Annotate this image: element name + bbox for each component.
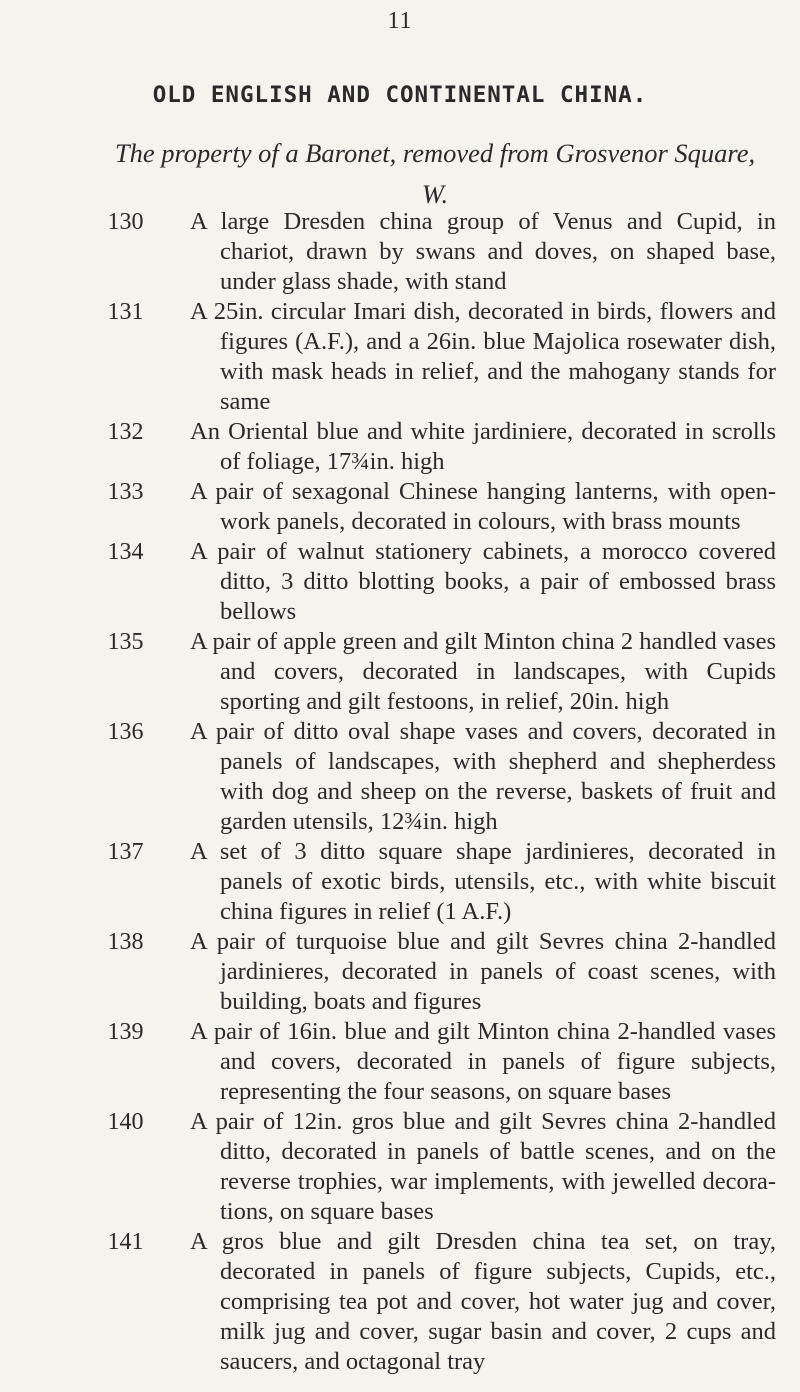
lot-number: 132 [107,419,144,445]
lot-number: 134 [107,539,144,565]
lot-description: A pair of ditto oval shape vases and covers, decorated in panels of landscapes, with shepherd and shepherdess with dog and sheep on the reverse, baskets of fruit and garden utensils, 12¾in. high [190,718,776,835]
lot-description: A pair of sexagonal Chinese hanging lanterns, with open-work panels, decorated in colours, with brass mounts [190,478,776,535]
lot-number: 138 [107,929,144,955]
lot-number: 131 [107,299,144,325]
lot-number: 133 [107,479,144,505]
lot-description: A pair of apple green and gilt Minton china 2 handled vases and covers, decorated in landscapes, with Cupids sporting and gilt festoons, in relief, 20in. high [190,628,776,715]
lot-description: A gros blue and gilt Dresden china tea set, on tray, decorated in panels of figure subjects, Cupids, etc., comprising tea pot and cover, hot water jug and cover, milk jug and cover, sugar basin and cover, 2 cups and saucers, and octagonal tray [190,1228,776,1375]
page-subtitle: The property of a Baronet, removed from Grosvenor Square, W. [114,138,756,209]
lot-description: A pair of 16in. blue and gilt Minton china 2-handled vases and covers, decorated in panels of figure subjects, representing the four seasons, on square bases [190,1018,776,1105]
lot-description: A large Dresden china group of Venus and Cupid, in chariot, drawn by swans and doves, on shaped base, under glass shade, with stand [190,208,776,295]
lot-number: 135 [107,629,144,655]
lot-description: A pair of 12in. gros blue and gilt Sevres china 2-handled ditto, decorated in panels of battle scenes, and on the reverse trophies, war implements, with jewelled decora-tions, on square bases [190,1108,776,1225]
page-number: 11 [387,8,413,34]
lot-description: An Oriental blue and white jardiniere, decorated in scrolls of foliage, 17¾in. high [190,418,776,475]
lot-number: 130 [107,209,144,235]
lot-description: A set of 3 ditto square shape jardinieres, decorated in panels of exotic birds, utensils, etc., with white biscuit china figures in relief (1 A.F.) [190,838,776,925]
lot-number: 141 [107,1229,144,1255]
page-heading: OLD ENGLISH AND CONTINENTAL CHINA. [152,82,648,108]
lot-description: A pair of turquoise blue and gilt Sevres china 2-handled jardinieres, decorated in panels of coast scenes, with building, boats and figures [190,928,776,1015]
lot-number: 139 [107,1019,144,1045]
lot-number: 137 [107,839,144,865]
lot-description: A 25in. circular Imari dish, decorated in birds, flowers and figures (A.F.), and a 26in. blue Majolica rosewater dish, with mask heads in relief, and the mahogany stands for same [190,298,776,415]
lot-description: A pair of walnut stationery cabinets, a morocco covered ditto, 3 ditto blotting books, a pair of embossed brass bellows [190,538,776,625]
lot-number: 140 [107,1109,144,1135]
lot-number: 136 [107,719,144,745]
